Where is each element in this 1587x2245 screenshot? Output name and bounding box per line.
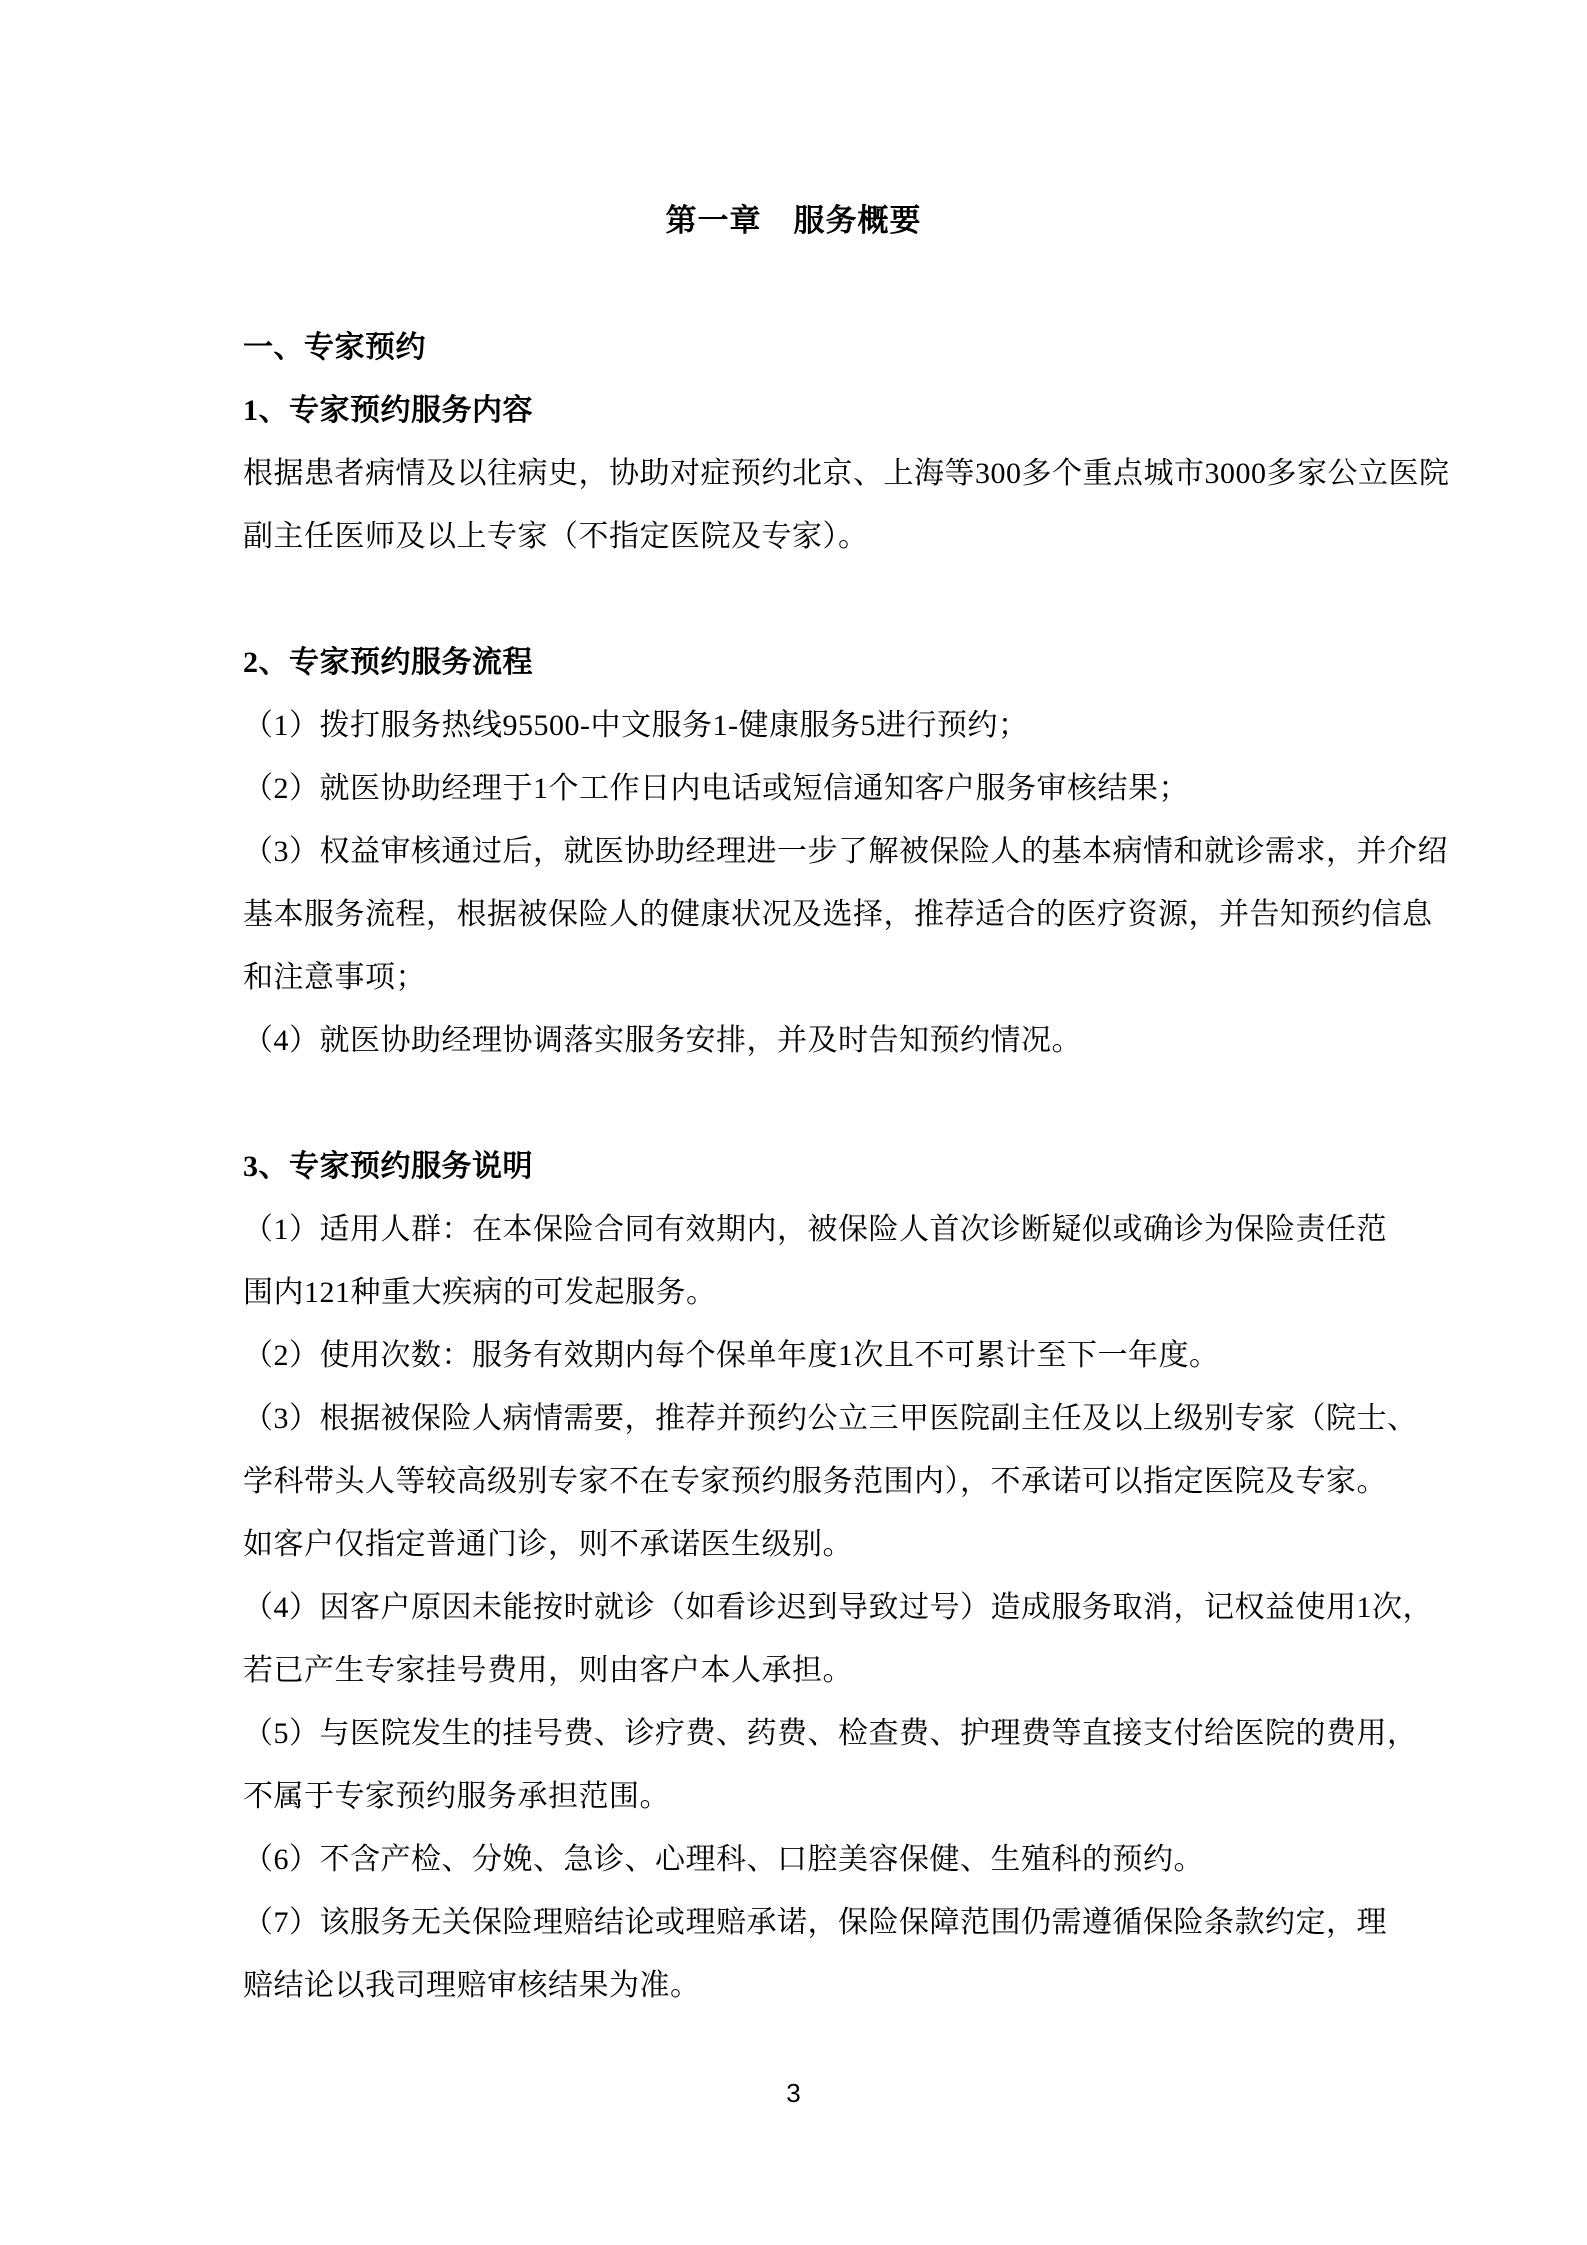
doc-line: （3）根据被保险人病情需要，推荐并预约公立三甲医院副主任及以上级别专家（院士、 xyxy=(243,1402,1418,1435)
sub3-heading: 3、专家预约服务说明 xyxy=(243,1150,533,1183)
doc-line: （1）适用人群：在本保险合同有效期内，被保险人首次诊断疑似或确诊为保险责任范 xyxy=(243,1213,1387,1246)
sub2-heading: 2、专家预约服务流程 xyxy=(243,646,533,679)
doc-line: 围内121种重大疾病的可发起服务。 xyxy=(243,1276,717,1309)
doc-line: （4）因客户原因未能按时就诊（如看诊迟到导致过号）造成服务取消，记权益使用1次， xyxy=(243,1591,1433,1624)
doc-line: 学科带头人等较高级别专家不在专家预约服务范围内），不承诺可以指定医院及专家。 xyxy=(243,1465,1387,1498)
sub1-heading: 1、专家预约服务内容 xyxy=(243,394,533,427)
blank-line xyxy=(243,1072,1453,1135)
doc-line: （3）权益审核通过后，就医协助经理进一步了解被保险人的基本病情和就诊需求，并介绍 xyxy=(243,835,1448,868)
doc-line: 基本服务流程，根据被保险人的健康状况及选择，推荐适合的医疗资源，并告知预约信息 xyxy=(243,898,1433,931)
blank-line xyxy=(243,568,1453,631)
doc-line: （4）就医协助经理协调落实服务安排，并及时告知预约情况。 xyxy=(243,1024,1082,1057)
doc-line: 根据患者病情及以往病史，协助对症预约北京、上海等300多个重点城市3000多家公立医院 xyxy=(243,457,1450,490)
doc-line: 若已产生专家挂号费用，则由客户本人承担。 xyxy=(243,1654,853,1687)
doc-line: 赔结论以我司理赔审核结果为准。 xyxy=(243,1969,701,2002)
doc-line: 不属于专家预约服务承担范围。 xyxy=(243,1780,670,1813)
section-heading: 一、专家预约 xyxy=(243,331,426,364)
doc-line: （1）拨打服务热线95500-中文服务1-健康服务5进行预约； xyxy=(243,709,1029,742)
doc-line: （6）不含产检、分娩、急诊、心理科、口腔美容保健、生殖科的预约。 xyxy=(243,1843,1204,1876)
document-body xyxy=(243,316,1453,2017)
doc-line: （5）与医院发生的挂号费、诊疗费、药费、检查费、护理费等直接支付给医院的费用， xyxy=(243,1717,1418,1750)
chapter-title: 第一章 服务概要 xyxy=(665,203,922,238)
doc-line: 和注意事项； xyxy=(243,961,426,994)
page-number: 3 xyxy=(786,2078,801,2108)
doc-line: （2）就医协助经理于1个工作日内电话或短信通知客户服务审核结果； xyxy=(243,772,1189,805)
doc-line: （2）使用次数：服务有效期内每个保单年度1次且不可累计至下一年度。 xyxy=(243,1339,1220,1372)
doc-line: 副主任医师及以上专家（不指定医院及专家）。 xyxy=(243,520,869,553)
doc-line: 如客户仅指定普通门诊，则不承诺医生级别。 xyxy=(243,1528,853,1561)
doc-line: （7）该服务无关保险理赔结论或理赔承诺，保险保障范围仍需遵循保险条款约定，理 xyxy=(243,1906,1387,1939)
